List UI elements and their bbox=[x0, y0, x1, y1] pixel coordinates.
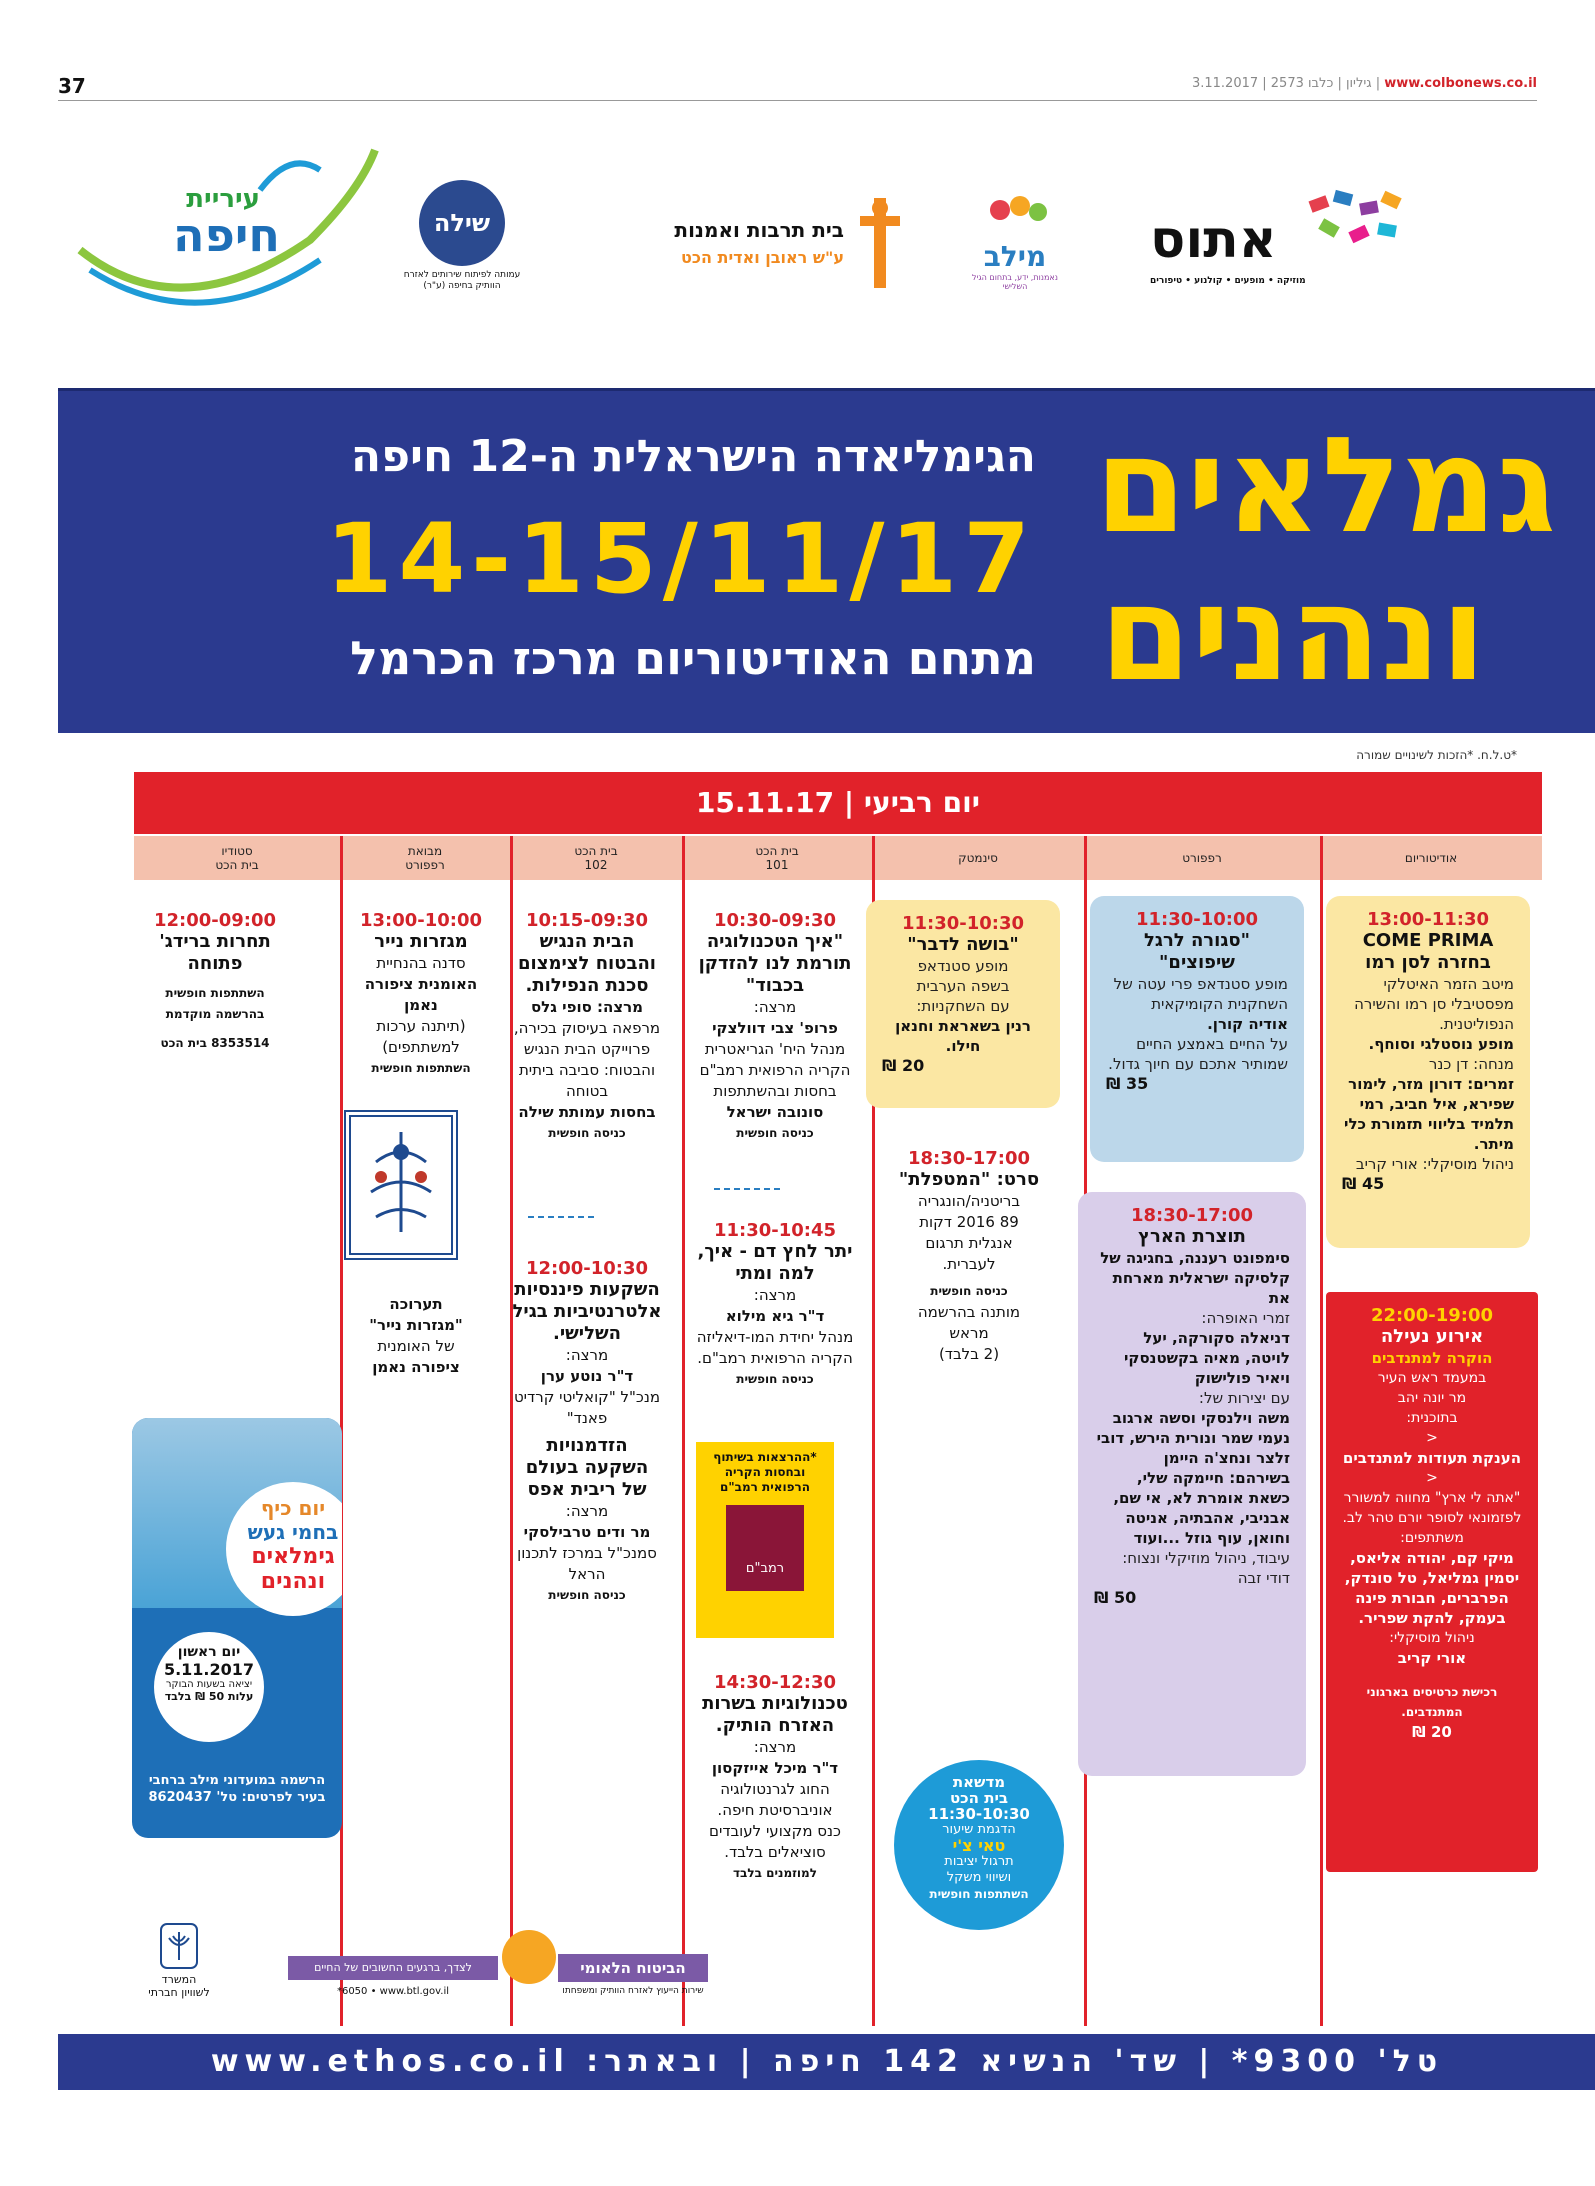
spa-line3: גימלאים bbox=[251, 1544, 335, 1569]
col-hecht-102: בית הכט 102 bbox=[574, 844, 618, 872]
spa-line4: ונהנים bbox=[260, 1569, 326, 1594]
event-line: מר ודים טרבילסקי bbox=[523, 1523, 651, 1541]
spa-date-title: יום ראשון bbox=[177, 1644, 241, 1660]
event-title: "בושה לדבר" bbox=[907, 934, 1019, 955]
event-line: ד"ר מיכל אייזקסון bbox=[711, 1759, 839, 1777]
papercut-exhibition bbox=[334, 1294, 498, 1378]
exhibit-line: תערוכה bbox=[389, 1295, 443, 1313]
sponsor-text: *ההרצאות בשיתוף ובחסות הקריה הרפואית רמב"ם bbox=[713, 1450, 817, 1494]
btl-caption: שירות הייעוץ לאזרח הוותיק ומשפחתו bbox=[562, 1986, 704, 1996]
contact-footer: טל' 9300* | שד' הנשיא 142 חיפה | ובאתר: www.ethos.co.il bbox=[58, 2034, 1595, 2090]
event-auditorium-come-prima[interactable] bbox=[1326, 896, 1530, 1248]
event-note: למוזמנים בלבד bbox=[732, 1866, 817, 1880]
event-line: מרפאה בעיסוק בכירה, פרוייקט הבית הנגיש והבטוח: סביבה ביתית בטוחה bbox=[513, 1019, 661, 1100]
event-time: 13:00-10:00 bbox=[359, 910, 483, 931]
event-line: מרצה: bbox=[753, 1286, 797, 1304]
event-highlight: אודיה קורן. bbox=[1207, 1015, 1288, 1033]
event-line: מותנה בהרשמה bbox=[917, 1303, 1021, 1321]
event-desc: מופע סטנדאפ פרי עטה של השחקנית הקומיקאית bbox=[1113, 975, 1288, 1013]
spa-day-ad[interactable] bbox=[132, 1418, 342, 1838]
col-rappaport: רפפורט bbox=[1182, 851, 1222, 865]
event-line: אורי קריב bbox=[1397, 1649, 1467, 1667]
event-line: (2 בלבד) bbox=[938, 1345, 1000, 1363]
event-note: כניסה חופשית bbox=[930, 1284, 1008, 1298]
event-line: משתתפים: bbox=[1400, 1530, 1464, 1546]
column-divider bbox=[682, 836, 685, 2026]
event-note: רכישת כרטיסים בארגוני המתנדבים. bbox=[1366, 1685, 1498, 1719]
event-price: 45 ₪ bbox=[1342, 1174, 1385, 1193]
disclaimer: *ט.ל.ח. *הזכות לשינויים שמורה bbox=[1356, 748, 1517, 762]
exhibit-line: של האומנית bbox=[377, 1337, 455, 1355]
event-line: (תיתנה ערכות bbox=[376, 1017, 466, 1035]
event-title: "איך הטכנולוגיה תורמת לנו להזדקן בכבוד" bbox=[698, 931, 852, 996]
day-header: יום רביעי | 15.11.17 bbox=[134, 772, 1542, 834]
banner-title-line1: גמלאים bbox=[1094, 409, 1556, 563]
event-time: 22:00-19:00 bbox=[1370, 1305, 1494, 1326]
col-auditorium: אודיטוריום bbox=[1404, 851, 1458, 865]
event-title: הבית הנגיש והבטוח לצימצום סכנת הנפילות. bbox=[518, 931, 656, 996]
event-line: מרצה: bbox=[565, 1502, 609, 1520]
btl-slogan: לצדך, ברגעים החשובים של החיים bbox=[288, 1956, 498, 1980]
title-banner bbox=[58, 388, 1595, 733]
event-line: מרצה: bbox=[753, 998, 797, 1016]
event-line: מרצה: bbox=[565, 1346, 609, 1364]
event-line: זמרים: דורון מזר, לימור שפירא, איל חביב, רמי תלמיד בליווי תזמורת כלי מיתר. bbox=[1344, 1075, 1514, 1153]
event-line: בתוכנית: bbox=[1406, 1410, 1458, 1426]
issue-info: 3.11.2017 | 2573 גיליון | כלבו | bbox=[1191, 76, 1385, 91]
event-line: מיקי קם, יהודה אליאס, יסמין גמליאל, טל סונדק, הפרברים, חבורת פינה בעמק, להקת שפריר. bbox=[1344, 1549, 1520, 1627]
exhibit-line: ציפורה נאמן bbox=[372, 1358, 460, 1376]
event-time: 11:30-10:00 bbox=[1135, 909, 1259, 930]
event-line: הענקת תעודות למתנדבים bbox=[1342, 1449, 1522, 1467]
spa-line1: יום כיף bbox=[260, 1496, 326, 1520]
event-hecht102-safe-home[interactable] bbox=[512, 910, 662, 1144]
event-line: ד"ר נוטע ערן bbox=[540, 1367, 634, 1385]
event-line: "אתה לי ארץ" מחווה למשורר לפזמונאי לסופר יורם טהר לב. bbox=[1342, 1490, 1522, 1526]
event-line: עיבוד, ניהול מוזיקלי ונצוח: דודי זבה bbox=[1122, 1549, 1290, 1587]
badge-line: ושיווי משקל bbox=[946, 1870, 1012, 1885]
dashed-separator bbox=[528, 1216, 594, 1218]
rambam-sponsor-box bbox=[696, 1442, 834, 1638]
issue-line bbox=[1192, 76, 1537, 91]
event-phone: 8353514 בית הכט bbox=[160, 1036, 270, 1050]
event-line: לעברית. bbox=[942, 1255, 996, 1273]
col-hecht-101: בית הכט 101 bbox=[755, 844, 799, 872]
event-title: טכנולוגיות בשרות האזרח הותיק. bbox=[702, 1693, 848, 1736]
event-line: מנהל יחידת המו-דיאליזה הקריה הרפואית רמב"ם. bbox=[696, 1328, 854, 1367]
event-title-2: הזדמנויות השקעה בעולם של ריבית אפס bbox=[525, 1435, 649, 1500]
event-line: אנגלית תרגום bbox=[925, 1234, 1013, 1252]
badge-line: הדגמת שיעור bbox=[942, 1822, 1016, 1837]
event-line: בריטניה/הונגריה bbox=[917, 1192, 1021, 1210]
spa-price: עלות 50 ₪ בלבד bbox=[164, 1690, 254, 1703]
event-time: 12:00-09:00 bbox=[153, 910, 277, 931]
spa-footer: הרשמה במועדוני מילב ברחבי בעיר לפרטים: טל' 8620437 bbox=[148, 1773, 326, 1805]
haifa-logo bbox=[60, 130, 380, 310]
event-line: 89 2016 דקות bbox=[919, 1213, 1019, 1231]
event-line: מופע סטנדאפ bbox=[917, 957, 1009, 975]
event-price: 50 ₪ bbox=[1094, 1588, 1137, 1607]
event-title: תוצרת הארץ bbox=[1138, 1226, 1246, 1247]
event-line: סמנכ"ל במרכז לתכנון הראל bbox=[517, 1544, 657, 1583]
event-hecht102-investments[interactable] bbox=[512, 1258, 662, 1606]
event-line: למשתתפים) bbox=[382, 1038, 460, 1056]
badge-title: טאי צ'י bbox=[952, 1836, 1006, 1855]
ministry-line1: המשרד bbox=[161, 1973, 197, 1986]
event-time: 10:15-09:30 bbox=[525, 910, 649, 931]
ethos-caption: מוזיקה • מופעים • קולנוע • טיפורים bbox=[1150, 276, 1306, 286]
ethos-logo bbox=[1150, 188, 1410, 298]
event-time: 18:30-17:00 bbox=[907, 1148, 1031, 1169]
event-line: עם השחקניות: bbox=[916, 997, 1010, 1015]
event-paper-cutting[interactable] bbox=[344, 910, 498, 1079]
event-rappaport-concert[interactable] bbox=[1078, 1192, 1306, 1776]
event-title: יתר לחץ דם - איך, למה ומתי bbox=[697, 1241, 853, 1284]
event-highlight: סונובה ישראל bbox=[726, 1103, 824, 1121]
badge-line: מדשאת bbox=[952, 1773, 1006, 1791]
event-line: מראש bbox=[949, 1324, 989, 1342]
shila-circle: שילה bbox=[419, 180, 505, 266]
event-title: תחרות ברידג' פתוחה bbox=[159, 931, 271, 974]
event-note: כניסה חופשית bbox=[736, 1126, 814, 1140]
event-line: ניהול מוסיקלי: אורי קריב bbox=[1355, 1155, 1514, 1173]
column-divider bbox=[1320, 836, 1323, 2026]
event-time: 11:30-10:45 bbox=[713, 1220, 837, 1241]
event-line: משה וילנסקי וסשה ארגוב נעמי שמר ונורית הירש, דובי זלצר ונחצ'ה היימן bbox=[1096, 1409, 1290, 1467]
event-desc: מיטב הזמר האיטלקי מפסטיבלי סן רמו והשירה הנפוליטנית. bbox=[1354, 975, 1514, 1033]
event-bridge-tournament[interactable] bbox=[140, 910, 290, 1054]
badge-line: 11:30-10:30 bbox=[928, 1805, 1030, 1823]
event-note: כניסה חופשית bbox=[548, 1126, 626, 1140]
col-cinematheque: סינמטק bbox=[958, 851, 998, 865]
shila-caption: עמותה לפיתוח שירותים לאזרח הוותיק בחיפה (ע"ר) bbox=[403, 270, 521, 291]
event-price: 20 ₪ bbox=[1412, 1723, 1452, 1741]
banner-subtitle: הגימליאדה הישראלית ה-12 חיפה bbox=[350, 431, 1036, 482]
event-title: השקעות פיננסיות אלטרנטיביות בגיל השלישי. bbox=[512, 1279, 662, 1344]
event-subtitle: הוקרה למתנדבים bbox=[1371, 1349, 1493, 1367]
banner-dates: 14-15/11/17 bbox=[325, 503, 1036, 615]
event-rappaport-standup[interactable] bbox=[1090, 896, 1304, 1162]
event-line: < bbox=[1426, 1470, 1438, 1486]
ethos-name: אתוס bbox=[1150, 210, 1277, 270]
banner-venue: מתחם האודיטוריום מרכז הכרמל bbox=[350, 631, 1036, 685]
event-line: ד"ר גיא מילוא bbox=[725, 1307, 825, 1325]
milev-logo bbox=[960, 190, 1070, 290]
event-note: כניסה חופשית bbox=[548, 1588, 626, 1602]
papercut-artwork-image bbox=[344, 1110, 458, 1260]
event-highlight: מופע נוסטלגי וסוחף. bbox=[1368, 1035, 1514, 1053]
event-line: האומנית ציפורה bbox=[364, 975, 478, 993]
beit-hagefen-line2: ע"ש ראובן ואדית הכט bbox=[681, 248, 844, 267]
event-line: בחסות ובהשתתפות bbox=[713, 1082, 837, 1100]
event-auditorium-closing[interactable] bbox=[1326, 1292, 1538, 1872]
event-time: 13:00-11:30 bbox=[1366, 909, 1490, 930]
event-cinematheque-film[interactable] bbox=[884, 1148, 1054, 1365]
ministry-line2: לשוויון חברתי bbox=[148, 1986, 210, 1999]
event-highlight: רנין בשאראת וחנאן חילו. bbox=[895, 1017, 1031, 1055]
btl-logo bbox=[288, 1924, 708, 2014]
ethos-confetti-icon bbox=[1300, 188, 1410, 268]
event-time: 11:30-10:30 bbox=[901, 913, 1025, 934]
haifa-line2: חיפה bbox=[172, 208, 280, 262]
rambam-logo-text: רמב"ם bbox=[745, 1561, 785, 1576]
event-time: 12:00-10:30 bbox=[525, 1258, 649, 1279]
event-line: מנהל היח' הגריאטרית הקריה הרפואית רמב"ם bbox=[699, 1040, 851, 1079]
header-divider bbox=[58, 100, 1537, 101]
milev-caption: נאמנות, ידע, בתחום הגיל השלישי bbox=[972, 273, 1058, 291]
event-line: דניאלה סקורקה, יעל לויטה, מאיה בקשטנסקי ויאיר פולישוק bbox=[1124, 1329, 1290, 1387]
spa-date-circle bbox=[154, 1632, 264, 1742]
btl-name: הביטוח הלאומי bbox=[558, 1954, 708, 1982]
event-title: COME PRIMA בחזרה לסן רמו bbox=[1362, 930, 1494, 973]
banner-title-line2: ונהנים bbox=[1099, 557, 1486, 711]
col-rappaport-lobby: מבואת רפפורט bbox=[405, 844, 445, 872]
spa-date-note: יציאה בשעות הבוקר bbox=[165, 1679, 253, 1690]
event-line: בשירהם: חיימקה שלי, כשאת אומרת לא, אי שם, אבניבי, אהבתיה, אניטה וחואן, עוף גוזל ...ועוד bbox=[1113, 1469, 1290, 1547]
event-line: בהרשמה מוקדמת bbox=[165, 1007, 265, 1021]
event-line: על החיים באמצע החיים שמותיר אתכם עם חיוך גדול. bbox=[1108, 1035, 1288, 1073]
column-headers bbox=[134, 836, 1542, 880]
badge-note: השתתפות חופשית bbox=[929, 1887, 1029, 1901]
dashed-separator bbox=[714, 1188, 780, 1190]
event-note: כניסה חופשית bbox=[736, 1372, 814, 1386]
exhibit-line: "מגזרות נייר" bbox=[369, 1316, 463, 1334]
spa-date: 5.11.2017 bbox=[163, 1660, 255, 1679]
col-studio: סטודיו בית הכט bbox=[215, 844, 259, 872]
event-line: מרצה: סופי גלס bbox=[530, 998, 644, 1016]
event-time: 14:30-12:30 bbox=[713, 1672, 837, 1693]
event-hecht101-blood-pressure[interactable] bbox=[690, 1220, 860, 1390]
event-hecht101-tech-service[interactable] bbox=[690, 1672, 860, 1884]
site-link[interactable]: www.colbonews.co.il bbox=[1384, 76, 1537, 91]
btl-emblem-icon bbox=[502, 1930, 556, 1984]
event-line: סימפונט רעננה, בחגיגה של קלסיקה ישראלית מארחת את bbox=[1100, 1249, 1290, 1307]
milev-name: מילב bbox=[983, 240, 1047, 273]
spa-line2: בחמי געש bbox=[247, 1520, 339, 1544]
ministry-logo bbox=[134, 1922, 224, 1999]
event-highlight: בחסות עמותת שילה bbox=[518, 1103, 656, 1121]
beit-hagefen-logo bbox=[600, 198, 900, 288]
event-time: 10:30-09:30 bbox=[713, 910, 837, 931]
event-title: מגזרות נייר bbox=[374, 931, 468, 952]
event-line: מר יונה יהב bbox=[1397, 1390, 1467, 1406]
event-line: < bbox=[1426, 1430, 1438, 1446]
page-number: 37 bbox=[58, 74, 86, 98]
event-title: "סגורה לרגל שיפוצים" bbox=[1144, 930, 1250, 973]
event-line: נאמן bbox=[404, 996, 438, 1014]
badge-line: בית הכט bbox=[949, 1789, 1009, 1807]
event-line: פרופ' צבי דוולצקי bbox=[712, 1019, 838, 1037]
beit-hagefen-icon bbox=[860, 198, 900, 288]
rambam-logo bbox=[726, 1505, 804, 1591]
event-line: במעמד ראש העיר bbox=[1377, 1370, 1487, 1386]
tai-chi-badge[interactable] bbox=[894, 1760, 1064, 1930]
badge-line: תרגול יציבות bbox=[944, 1854, 1014, 1869]
event-line: מנכ"ל "קואליטי קרדיט פאנד" bbox=[513, 1388, 661, 1427]
shila-logo bbox=[402, 180, 522, 310]
event-line: עם יצירות של: bbox=[1198, 1389, 1290, 1407]
event-price: 35 ₪ bbox=[1106, 1074, 1149, 1093]
btl-url: *6050 • www.btl.gov.il bbox=[336, 1986, 450, 1997]
haifa-line1: עיריית bbox=[186, 184, 260, 214]
event-note: השתתפות חופשית bbox=[371, 1061, 471, 1075]
event-cinematheque-standup[interactable] bbox=[866, 900, 1060, 1108]
event-line: בשפה הערבית bbox=[916, 977, 1010, 995]
event-line: ניהול מוסיקלי: bbox=[1389, 1630, 1475, 1646]
event-line: החוג לגרנטולוגיה אוניברסיטת חיפה. bbox=[717, 1780, 833, 1819]
event-time: 18:30-17:00 bbox=[1130, 1205, 1254, 1226]
event-title: סרט: "המטפלת" bbox=[898, 1169, 1040, 1190]
beit-hagefen-line1: בית תרבות ואמנות bbox=[674, 218, 844, 242]
event-price: 20 ₪ bbox=[882, 1056, 925, 1075]
event-line: זמרי האופרה: bbox=[1201, 1309, 1290, 1327]
event-line: השתתפות חופשית bbox=[165, 986, 265, 1000]
event-line: סדנה בהנחיית bbox=[376, 954, 466, 972]
event-line: מנחה: דן כנר bbox=[1428, 1055, 1514, 1073]
event-line: כנס מקצועי לעובדים סוציאלים בלבד. bbox=[709, 1822, 841, 1861]
event-line: מרצה: bbox=[753, 1738, 797, 1756]
event-hecht101-tech-aging[interactable] bbox=[690, 910, 860, 1144]
event-title: אירוע נעילה bbox=[1380, 1326, 1484, 1347]
menorah-emblem-icon bbox=[159, 1922, 199, 1970]
